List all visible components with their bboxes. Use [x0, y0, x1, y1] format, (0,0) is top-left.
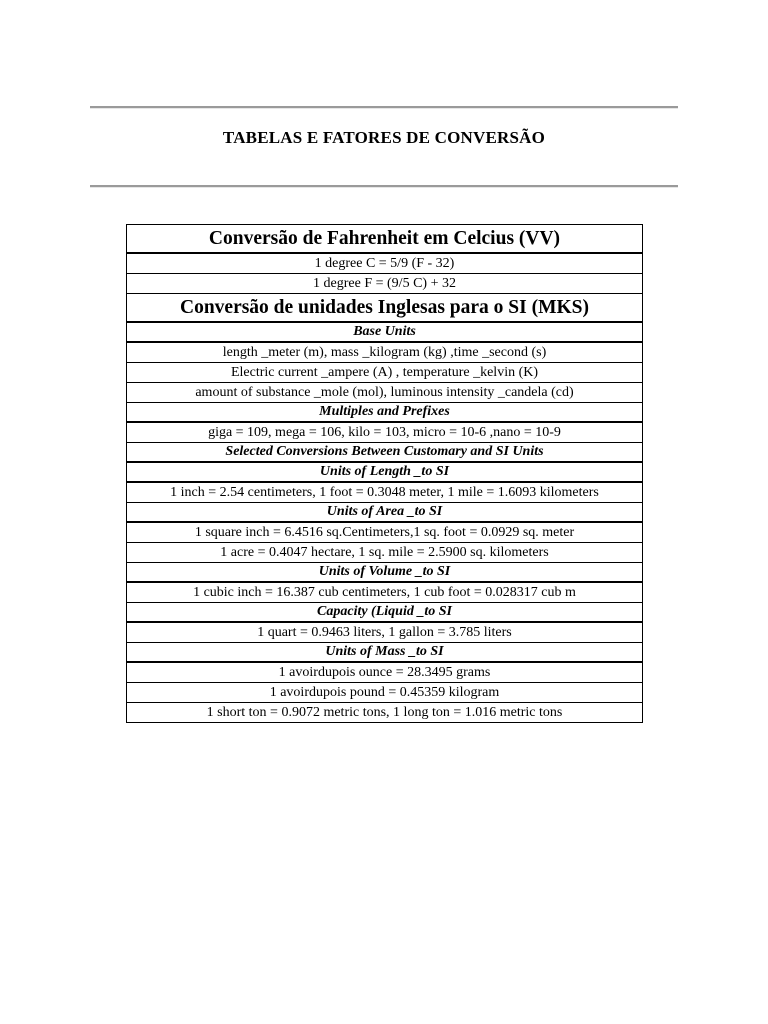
subsection-heading: Units of Area _to SI: [127, 503, 642, 523]
conversion-row: 1 cubic inch = 16.387 cub centimeters, 1 cub foot = 0.028317 cub m: [127, 583, 642, 603]
subsection-heading: Units of Volume _to SI: [127, 563, 642, 583]
subsection-heading: Units of Mass _to SI: [127, 643, 642, 663]
subsection-heading: Units of Length _to SI: [127, 463, 642, 483]
conversion-row: 1 inch = 2.54 centimeters, 1 foot = 0.3048 meter, 1 mile = 1.6093 kilometers: [127, 483, 642, 503]
conversion-row: 1 avoirdupois ounce = 28.3495 grams: [127, 663, 642, 683]
section-heading: Conversão de unidades Inglesas para o SI (MKS): [127, 294, 642, 323]
conversion-row: 1 quart = 0.9463 liters, 1 gallon = 3.785 liters: [127, 623, 642, 643]
conversion-row: 1 acre = 0.4047 hectare, 1 sq. mile = 2.5900 sq. kilometers: [127, 543, 642, 563]
bottom-divider: [90, 185, 678, 188]
top-divider: [90, 106, 678, 109]
subsection-heading: Selected Conversions Between Customary and SI Units: [127, 443, 642, 463]
conversion-table: [126, 224, 643, 723]
conversion-row: 1 square inch = 6.4516 sq.Centimeters,1 sq. foot = 0.0929 sq. meter: [127, 523, 642, 543]
subsection-heading: Multiples and Prefixes: [127, 403, 642, 423]
conversion-row: 1 avoirdupois pound = 0.45359 kilogram: [127, 683, 642, 703]
conversion-row: 1 degree F = (9/5 C) + 32: [127, 274, 642, 294]
subsection-heading: Base Units: [127, 323, 642, 343]
conversion-row: giga = 109, mega = 106, kilo = 103, micro = 10-6 ,nano = 10-9: [127, 423, 642, 443]
subsection-heading: Capacity (Liquid _to SI: [127, 603, 642, 623]
section-heading: Conversão de Fahrenheit em Celcius (VV): [127, 225, 642, 254]
conversion-row: length _meter (m), mass _kilogram (kg) ,time _second (s): [127, 343, 642, 363]
conversion-row: Electric current _ampere (A) , temperature _kelvin (K): [127, 363, 642, 383]
conversion-row: amount of substance _mole (mol), luminous intensity _candela (cd): [127, 383, 642, 403]
conversion-row: 1 degree C = 5/9 (F - 32): [127, 254, 642, 274]
document-title: TABELAS E FATORES DE CONVERSÃO: [222, 128, 546, 147]
conversion-row: 1 short ton = 0.9072 metric tons, 1 long ton = 1.016 metric tons: [206, 705, 563, 720]
